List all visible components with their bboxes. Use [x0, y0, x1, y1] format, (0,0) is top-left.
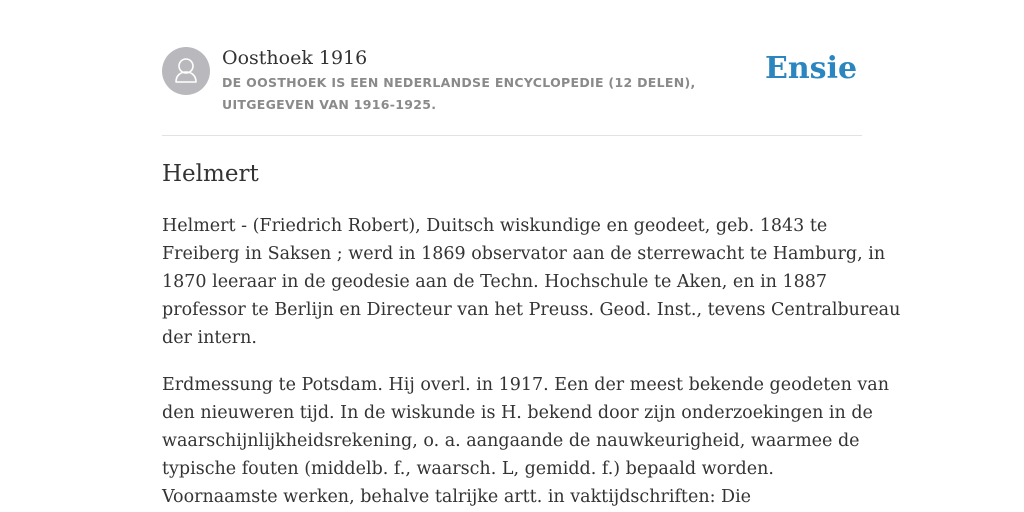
- content-container: [162, 0, 901, 507]
- paragraph-line: Freiberg in Saksen ; werd in 1869 observator aan de sterrewacht te Hamburg, in: [162, 244, 886, 264]
- source-title[interactable]: Oosthoek 1916: [222, 47, 368, 69]
- user-icon: [162, 47, 210, 95]
- paragraph-line: typische fouten (middelb. f., waarsch. L, gemidd. f.) bepaald worden.: [162, 459, 774, 479]
- paragraph-line: professor te Berlijn en Directeur van het Preuss. Geod. Inst., tevens Centralbureau: [162, 300, 901, 320]
- ensie-logo[interactable]: Ensie: [765, 51, 858, 86]
- entry-paragraph: [162, 212, 901, 352]
- paragraph-line: Voornaamste werken, behalve talrijke artt. in vaktijdschriften: Die: [162, 487, 752, 507]
- entry-body: [162, 212, 901, 512]
- source-description: DE OOSTHOEK IS EEN NEDERLANDSE ENCYCLOPEDIE (12 DELEN), UITGEGEVEN VAN 1916-1925.: [222, 75, 696, 112]
- paragraph-line: den nieuweren tijd. In de wiskunde is H. bekend door zijn onderzoekingen in de: [162, 403, 873, 423]
- paragraph-line: der intern.: [162, 328, 257, 348]
- paragraph-line: waarschijnlijkheidsrekening, o. a. aangaande de nauwkeurigheid, waarmee de: [162, 431, 860, 451]
- source-header: [162, 0, 862, 136]
- paragraph-line: Helmert - (Friedrich Robert), Duitsch wiskundige en geodeet, geb. 1843 te: [162, 216, 828, 236]
- source-avatar[interactable]: [162, 47, 210, 95]
- entry-title: Helmert: [162, 161, 259, 187]
- entry-paragraph: [162, 371, 890, 511]
- paragraph-line: 1870 leeraar in de geodesie aan de Techn. Hochschule te Aken, en in 1887: [162, 272, 828, 292]
- paragraph-line: Erdmessung te Potsdam. Hij overl. in 1917. Een der meest bekende geodeten van: [162, 375, 890, 395]
